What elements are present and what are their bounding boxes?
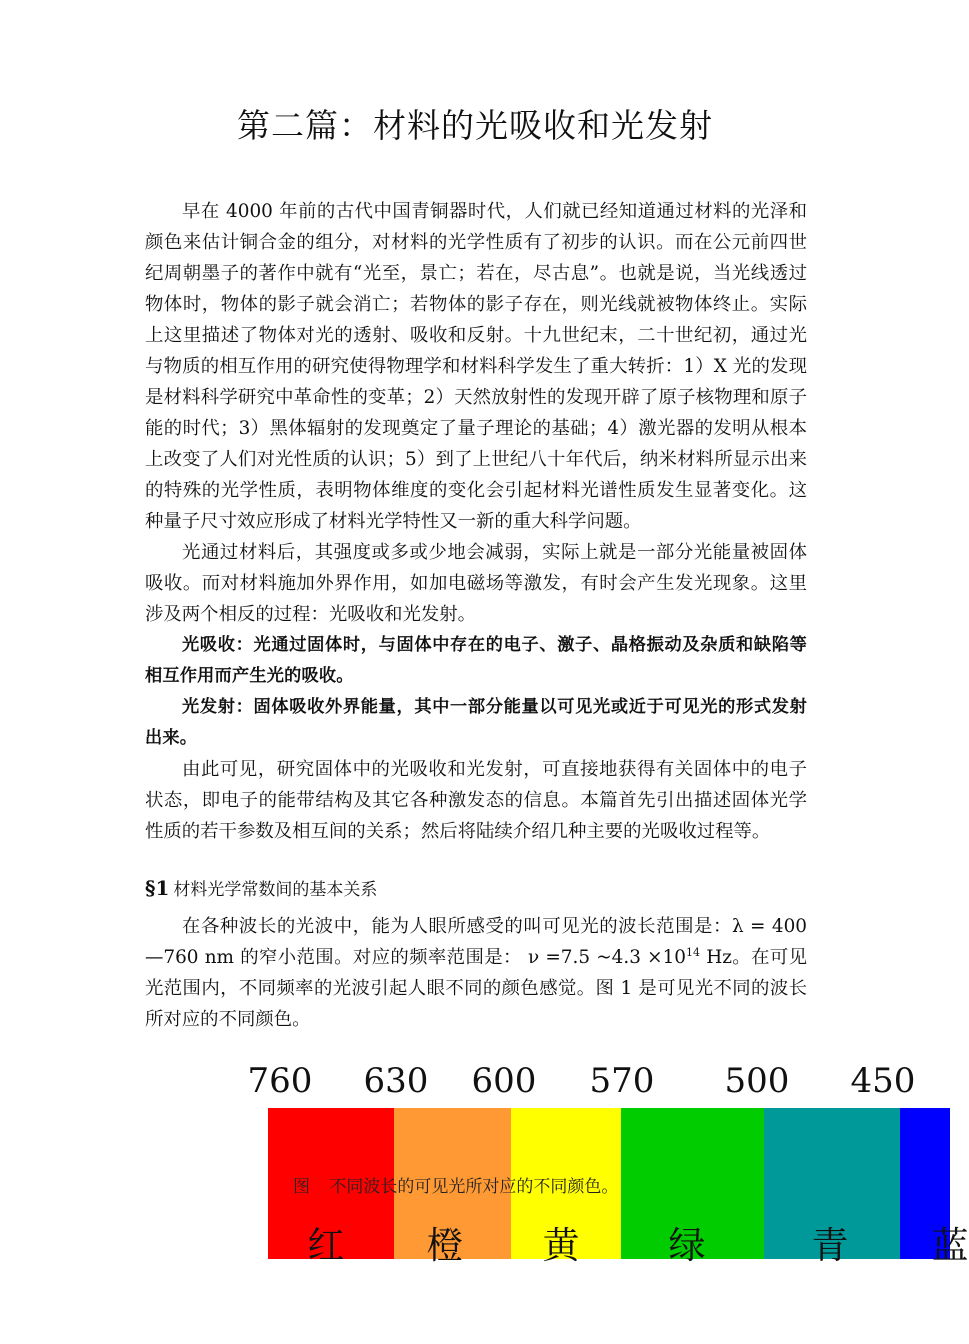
paragraph-summary: 由此可见，研究固体中的光吸收和光发射，可直接地获得有关固体中的电子状态，即电子的能带结构及其它各种激发态的信息。本篇首先引出描述固体光学性质的若干参数及相互间的关系；然后将陆续介绍几种主要的光吸收过程等。 (145, 759, 807, 842)
visible-light-text-2: Hz。在可见光范围内，不同频率的光波引起人眼不同的颜色感觉。图 1 是可见光不同的波长所对应的不同颜色。 (145, 947, 807, 1030)
paragraph-light-through-material: 光通过材料后，其强度或多或少地会减弱，实际上就是一部分光能量被固体吸收。而对材料施加外界作用，如加电磁场等激发，有时会产生发光现象。这里涉及两个相反的过程：光吸收和光发射。 (145, 542, 807, 625)
page-title: 第二篇：材料的光吸收和光发射 (237, 106, 713, 145)
color-name-label: 绿 (668, 1224, 706, 1267)
color-name-label: 黄 (542, 1224, 580, 1267)
color-name-label: 红 (307, 1224, 345, 1267)
wavelength-label: 500 (724, 1061, 790, 1101)
intro-body (145, 196, 807, 847)
wavelength-label: 600 (471, 1061, 537, 1101)
paragraph-absorption-definition: 光吸收：光通过固体时，与固体中存在的电子、激子、晶格振动及杂质和缺陷等相互作用而产生光的吸收。 (145, 635, 807, 686)
section-number: §1 (145, 876, 170, 900)
wavelength-label: 760 (247, 1061, 313, 1101)
paragraph-visible-light (145, 911, 807, 1035)
color-name-label: 蓝 (931, 1224, 969, 1267)
color-name-label: 青 (811, 1224, 849, 1267)
paragraph-emission-definition: 光发射：固体吸收外界能量，其中一部分能量以可见光或近于可见光的形式发射出来。 (145, 697, 807, 748)
wavelength-label: 630 (363, 1061, 429, 1101)
section-title: 材料光学常数间的基本关系 (173, 880, 378, 900)
paragraph-history: 早在 4000 年前的古代中国青铜器时代，人们就已经知道通过材料的光泽和颜色来估计铜合金的组分，对材料的光学性质有了初步的认识。而在公元前四世纪周朝墨子的著作中就有“光至，景亡；若在，尽古息”。也就是说，当光线透过物体时，物体的影子就会消亡；若物体的影子存在，则光线就被物体终止。实际上这里描述了物体对光的透射、吸收和反射。十九世纪末，二十世纪初，通过光与物质的相互作用的研究使得物理学和材料科学发生了重大转折：1）X 光的发现是材料科学研究中革命性的变革；2）天然放射性的发现开辟了原子核物理和原子能的时代；3）黑体辐射的发现奠定了量子理论的基础；4）激光器的发明从根本上改变了人们对光性质的认识；5）到了上世纪八十年代后，纳米材料所显示出来的特殊的光学性质，表明物体维度的变化会引起材料光谱性质发生显著变化。这种量子尺寸效应形成了材料光学特性又一新的重大科学问题。 (145, 201, 807, 532)
spectrum-figure (0, 1055, 969, 1344)
frequency-exponent: 14 (685, 945, 700, 959)
visible-light-text-1: 在各种波长的光波中，能为人眼所感受的叫可见光的波长范围是：λ = 400—760 nm 的窄小范围。对应的频率范围是： ν =7.5 ~4.3 ×10 (145, 916, 807, 968)
figure-caption: 图 不同波长的可见光所对应的不同颜色。 (293, 1177, 619, 1197)
wavelength-label: 570 (589, 1061, 655, 1101)
section-body (145, 911, 807, 1035)
color-name-label: 橙 (426, 1224, 464, 1267)
section-heading (145, 875, 377, 900)
wavelength-label: 450 (850, 1061, 916, 1101)
